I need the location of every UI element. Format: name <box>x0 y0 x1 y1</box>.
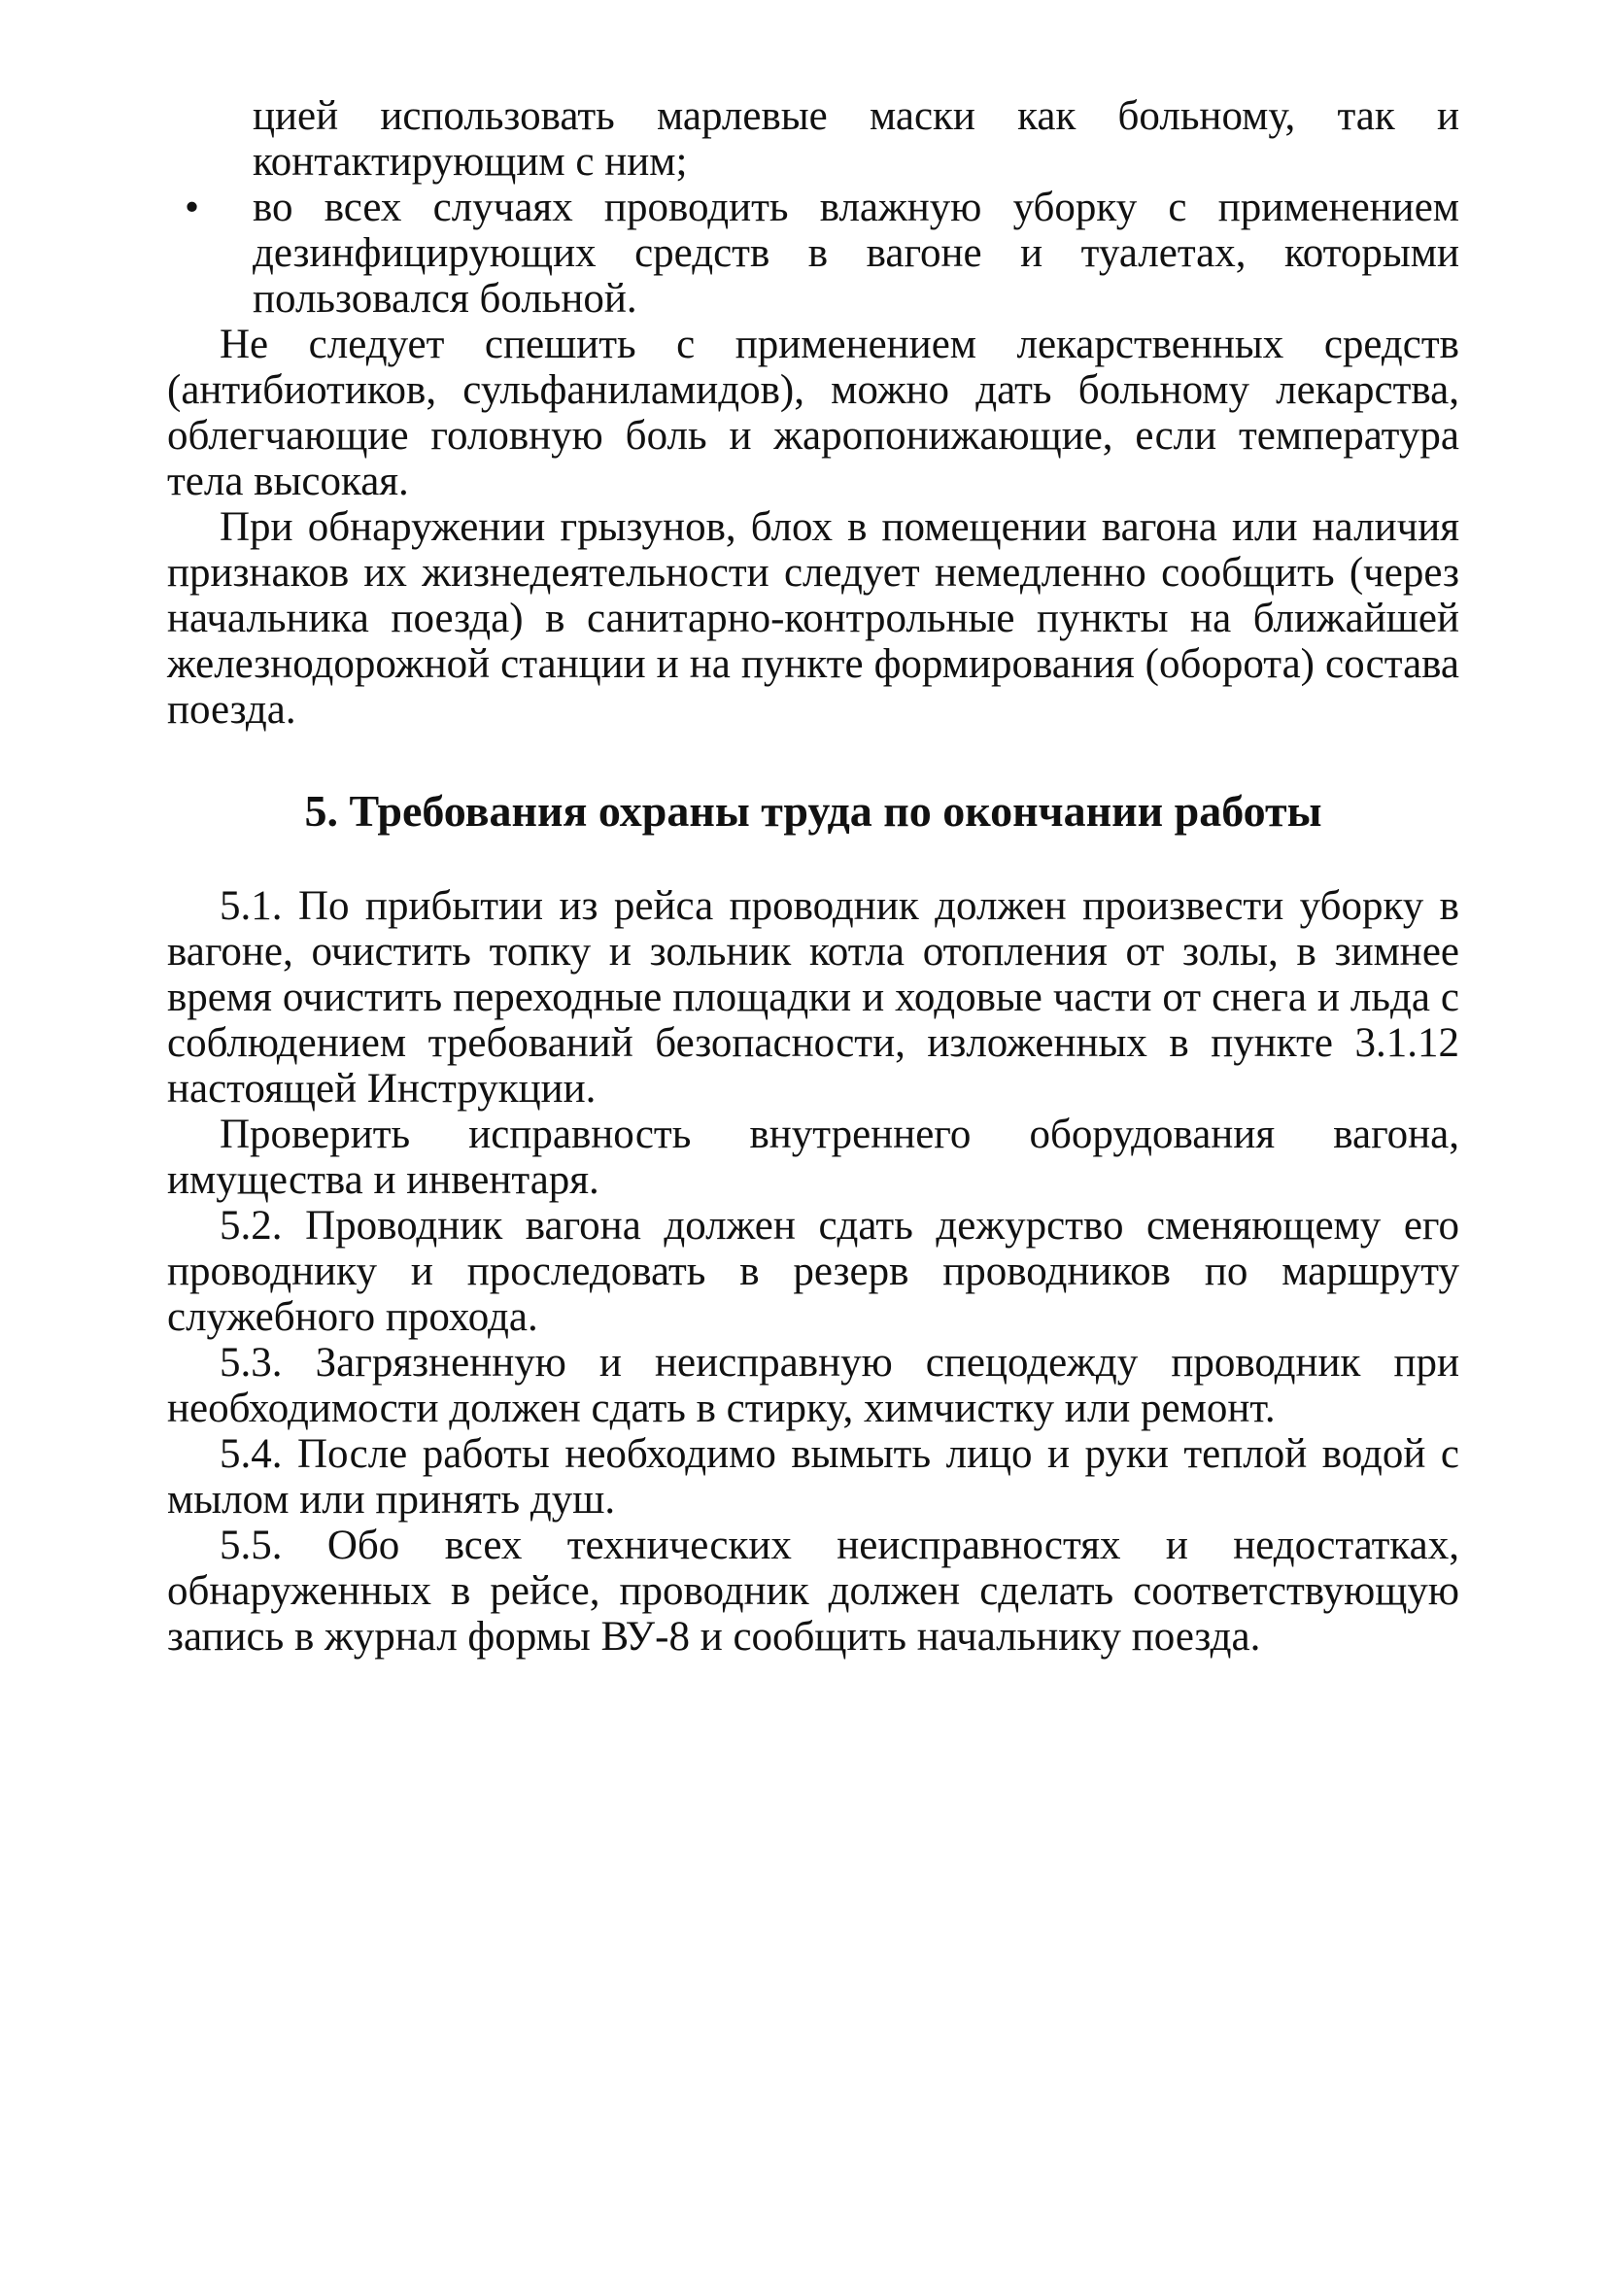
paragraph-medication: Не следует спешить с применением лекарственных средств (антибиотиков, сульфаниламидов), можно дать больному лекарства, облегчающие головную боль и жаропонижающие, если температура тела высокая. <box>167 322 1459 504</box>
paragraph-5-1-check: Проверить исправность внутреннего оборудования вагона, имущества и инвентаря. <box>167 1112 1459 1203</box>
bullet-text: во всех случаях проводить влажную уборку с применением дезинфицирующих средств в вагоне и туалетах, которыми пользовался больной. <box>253 185 1459 322</box>
paragraph-5-2: 5.2. Проводник вагона должен сдать дежурство сменяющему его проводнику и проследовать в резерв проводников по маршруту служебного прохода. <box>167 1203 1459 1340</box>
continued-list-text: цией использовать марлевые маски как больному, так и контактирующим с ним; <box>253 93 1459 185</box>
paragraph-5-1: 5.1. По прибытии из рейса проводник должен произвести уборку в вагоне, очистить топку и зольник котла отопления от золы, в зимнее время очистить переходные площадки и ходовые части от снега и льда с соблюдением требований безопасности, изложенных в пункте 3.1.12 настоящей Инструкции. <box>167 883 1459 1112</box>
paragraph-5-4: 5.4. После работы необходимо вымыть лицо и руки теплой водой с мылом или принять душ. <box>167 1431 1459 1523</box>
bullet-list-item <box>185 185 1459 322</box>
bullet-icon: • <box>185 185 200 230</box>
section-heading: 5. Требования охраны труда по окончании работы <box>304 786 1322 836</box>
paragraph-5-3: 5.3. Загрязненную и неисправную спецодежду проводник при необходимости должен сдать в стирку, химчистку или ремонт. <box>167 1340 1459 1431</box>
paragraph-rodents: При обнаружении грызунов, блох в помещении вагона или наличия признаков их жизнедеятельности следует немедленно сообщить (через начальника поезда) в санитарно-контрольные пункты на ближайшей железнодорожной станции и на пункте формирования (оборота) состава поезда. <box>167 504 1459 733</box>
paragraph-5-5: 5.5. Обо всех технических неисправностях и недостатках, обнаруженных в рейсе, проводник должен сделать соответствующую запись в журнал формы ВУ-8 и сообщить начальнику поезда. <box>167 1523 1459 1660</box>
document-page <box>167 93 1459 1660</box>
